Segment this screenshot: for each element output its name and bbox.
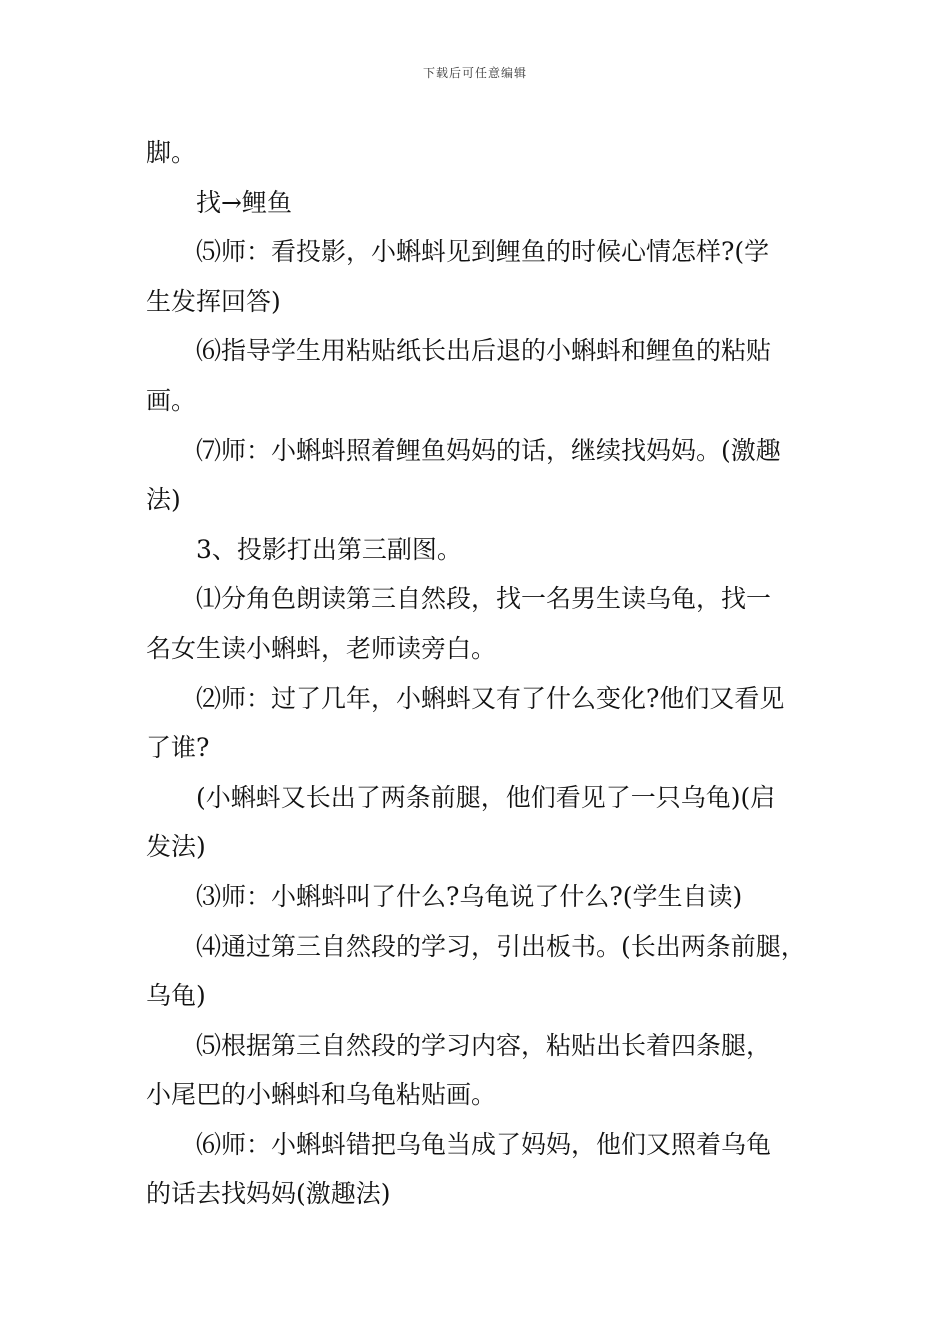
text-line: ⑸根据第三自然段的学习内容，粘贴出长着四条腿，: [196, 1030, 772, 1060]
text-line: ⑴分角色朗读第三自然段，找一名男生读乌龟，找一: [196, 584, 772, 614]
text-line: ⑹师：小蝌蚪错把乌龟当成了妈妈，他们又照着乌龟: [196, 1129, 772, 1159]
text-line: 脚。: [146, 138, 197, 167]
text-line: (小蝌蚪又长出了两条前腿，他们看见了一只乌龟)(启: [196, 782, 776, 812]
text-line: ⑵师：过了几年，小蝌蚪又有了什么变化?他们又看见: [196, 683, 785, 713]
text-line: 画。: [146, 385, 197, 415]
text-line: 发法): [146, 832, 206, 862]
text-line: ⑶师：小蝌蚪叫了什么?乌龟说了什么?(学生自读): [196, 881, 743, 911]
text-line: 法): [146, 485, 181, 515]
text-line: ⑺师：小蝌蚪照着鲤鱼妈妈的话，继续找妈妈。(激趣: [196, 435, 781, 465]
text-line: ⑸师：看投影，小蝌蚪见到鲤鱼的时候心情怎样?(学: [196, 237, 770, 267]
text-line: 的话去找妈妈(激趣法): [146, 1179, 391, 1209]
text-line: 乌龟): [146, 981, 206, 1011]
text-line: ⑹指导学生用粘贴纸长出后退的小蝌蚪和鲤鱼的粘贴: [196, 336, 772, 366]
document-body: [146, 128, 811, 1219]
text-line: ⑷通过第三自然段的学习，引出板书。(长出两条前腿，: [196, 931, 806, 961]
text-line: 3、投影打出第三副图。: [196, 534, 462, 564]
page-header: 下载后可任意编辑: [422, 66, 527, 80]
text-line: 找→鲤鱼: [196, 187, 292, 217]
text-line: 小尾巴的小蝌蚪和乌龟粘贴画。: [146, 1080, 497, 1110]
text-line: 名女生读小蝌蚪，老师读旁白。: [146, 633, 497, 663]
text-line: 了谁?: [146, 733, 210, 763]
text-line: 生发挥回答): [146, 286, 281, 316]
